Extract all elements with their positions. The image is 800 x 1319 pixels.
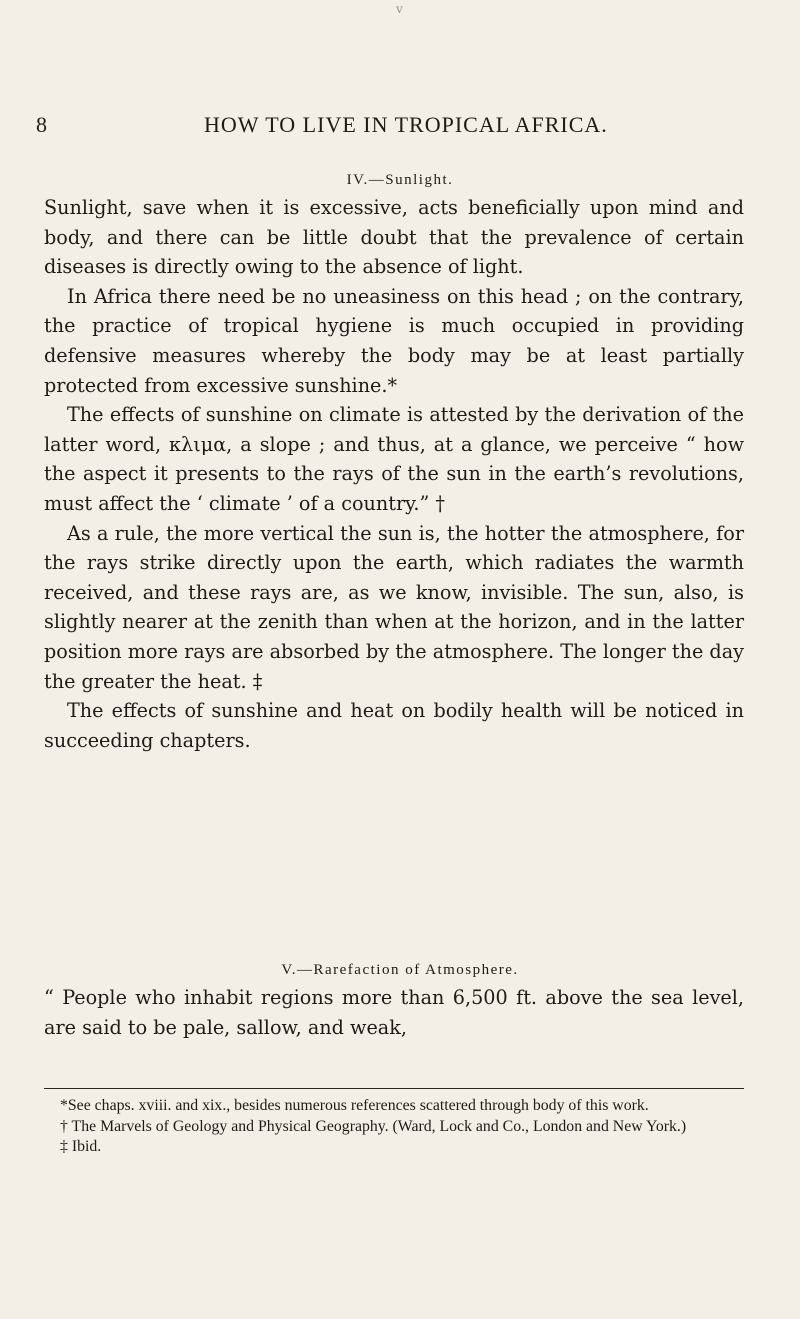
- section-heading-sunlight: IV.—Sunlight.: [346, 172, 454, 188]
- running-head: [36, 112, 736, 142]
- section-heading-rarefaction: V.—Rarefaction of Atmosphere.: [281, 962, 519, 978]
- paragraph: As a rule, the more vertical the sun is, the hotter the atmosphere, for the rays strike directly upon the earth, which radiates the warmth received, and these rays are, as we know, invisible. The sun, also, is slightly nearer at the zenith than when at the horizon, and in the latter position more rays are absorbed by the atmosphere. The longer the day the greater the heat. ‡: [44, 521, 744, 693]
- paragraph: In Africa there need be no uneasiness on this head ; on the contrary, the practice of tropical hygiene is much occupied in providing defensive measures whereby the body may be at least partially protected from excessive sunshine.*: [44, 284, 744, 397]
- footnote: † The Marvels of Geology and Physical Geography. (Ward, Lock and Co., London and New York.): [60, 1117, 687, 1135]
- scan-mark: v: [396, 2, 403, 16]
- page-number: 8: [36, 112, 48, 137]
- paragraph: Sunlight, save when it is excessive, acts beneficially upon mind and body, and there can be little doubt that the prevalence of certain diseases is directly owing to the absence of light.: [44, 196, 744, 279]
- footnote-rule: [44, 1088, 744, 1089]
- running-title: HOW TO LIVE IN TROPICAL AFRICA.: [204, 112, 608, 137]
- section-body-rarefaction: [44, 983, 744, 1042]
- section-body-sunlight: [44, 193, 744, 755]
- footnote: ‡ Ibid.: [60, 1138, 102, 1156]
- paragraph: The effects of sunshine on climate is attested by the derivation of the latter word, κλιμα, a slope ; and thus, at a glance, we perceive “ how the aspect it presents to the rays of the sun in the earth’s revolutions, must affect the ‘ climate ’ of a country.” †: [44, 403, 744, 515]
- paragraph: “ People who inhabit regions more than 6,500 ft. above the sea level, are said to be pale, sallow, and weak,: [44, 986, 744, 1039]
- paragraph: The effects of sunshine and heat on bodily health will be noticed in succeeding chapters.: [44, 699, 744, 752]
- footnotes: [44, 1096, 744, 1158]
- footnote: *See chaps. xviii. and xix., besides numerous references scattered through body of this work.: [60, 1097, 649, 1114]
